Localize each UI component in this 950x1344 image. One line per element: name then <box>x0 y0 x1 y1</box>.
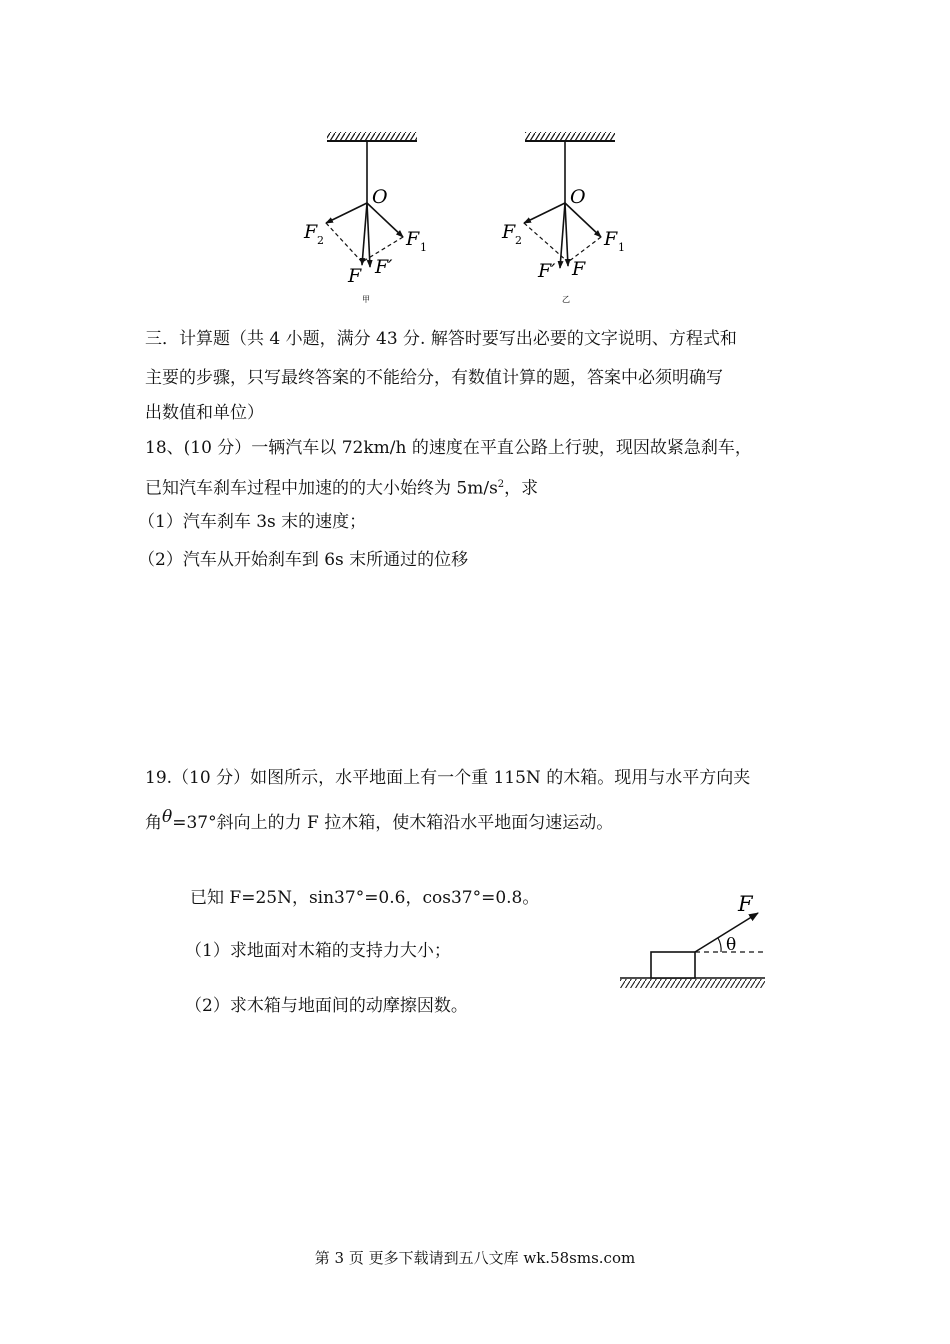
ceiling-hatch <box>525 132 615 141</box>
force-f2-arrow <box>524 203 565 223</box>
q19-line2-text: 角 <box>145 813 162 833</box>
label-f: F <box>738 892 753 916</box>
label-f1: F <box>604 228 618 250</box>
label-f1: F <box>406 228 420 250</box>
q18-exponent: 2 <box>497 479 505 490</box>
label-fprime: F′ <box>538 260 556 282</box>
q18-line2-text: 已知汽车刹车过程中加速的的大小始终为 5m/s <box>145 478 498 499</box>
force-f-arrow <box>565 203 568 266</box>
force-f2-arrow <box>326 203 367 223</box>
q18-part1: （1）汽车刹车 3s 末的速度； <box>138 512 367 532</box>
q18-part2: （2）汽车从开始刹车到 6s 末所通过的位移 <box>138 550 469 570</box>
theta-symbol: θ <box>162 807 173 827</box>
q18-line2 <box>145 474 538 500</box>
section3-line3: 出数值和单位） <box>145 403 264 423</box>
label-f2: F <box>502 221 516 243</box>
label-f2: F <box>304 221 318 243</box>
section3-line1: 三．计算题（共 4 小题，满分 43 分. 解答时要写出必要的文字说明、方程式和 <box>145 329 737 349</box>
label-o: O <box>372 186 388 208</box>
label-f: F <box>572 258 586 280</box>
page-footer: 第 3 页 更多下载请到五八文库 wk.58sms.com <box>314 1249 636 1267</box>
force-f-arrow <box>362 203 367 265</box>
label-theta: θ <box>726 935 737 955</box>
label-o: O <box>570 186 586 208</box>
q19-part2: （2）求木箱与地面间的动摩擦因数。 <box>185 996 468 1016</box>
label-f2-sub: 2 <box>317 234 324 247</box>
force-fprime-arrow <box>560 203 565 268</box>
force-diagram-figure <box>290 125 650 310</box>
q19-given: 已知 F=25N，sin37°=0.6，cos37°=0.8。 <box>190 888 540 908</box>
label-f2-sub: 2 <box>515 234 522 247</box>
wooden-box <box>651 952 695 978</box>
q19-line2-tail: =37°斜向上的力 F 拉木箱，使木箱沿水平地面匀速运动。 <box>172 813 614 833</box>
caption-jia: 甲 <box>362 295 370 304</box>
q19-part1: （1）求地面对木箱的支持力大小； <box>185 941 451 961</box>
q18-line2-tail: ，求 <box>504 478 539 499</box>
caption-yi: 乙 <box>562 295 570 304</box>
box-force-figure <box>615 885 770 1000</box>
ceiling-hatch <box>327 132 417 141</box>
q19-line1: 19.（10 分）如图所示，水平地面上有一个重 115N 的木箱。现用与水平方向夹 <box>145 768 751 788</box>
q18-line1: 18、(10 分）一辆汽车以 72km/h 的速度在平直公路上行驶，现因故紧急刹车， <box>145 438 752 458</box>
section3-line2: 主要的步骤，只写最终答案的不能给分，有数值计算的题，答案中必须明确写 <box>145 368 723 388</box>
label-f: F <box>348 265 362 287</box>
label-fprime: F′ <box>375 256 393 278</box>
label-f1-sub: 1 <box>618 241 625 254</box>
diagram-jia <box>303 132 427 304</box>
force-fprime-arrow <box>367 203 370 267</box>
q19-line2 <box>145 807 614 834</box>
diagram-yi <box>501 132 625 304</box>
ground-hatch <box>620 979 765 988</box>
force-f1-arrow <box>565 203 601 237</box>
label-f1-sub: 1 <box>420 241 427 254</box>
force-f1-arrow <box>367 203 403 237</box>
